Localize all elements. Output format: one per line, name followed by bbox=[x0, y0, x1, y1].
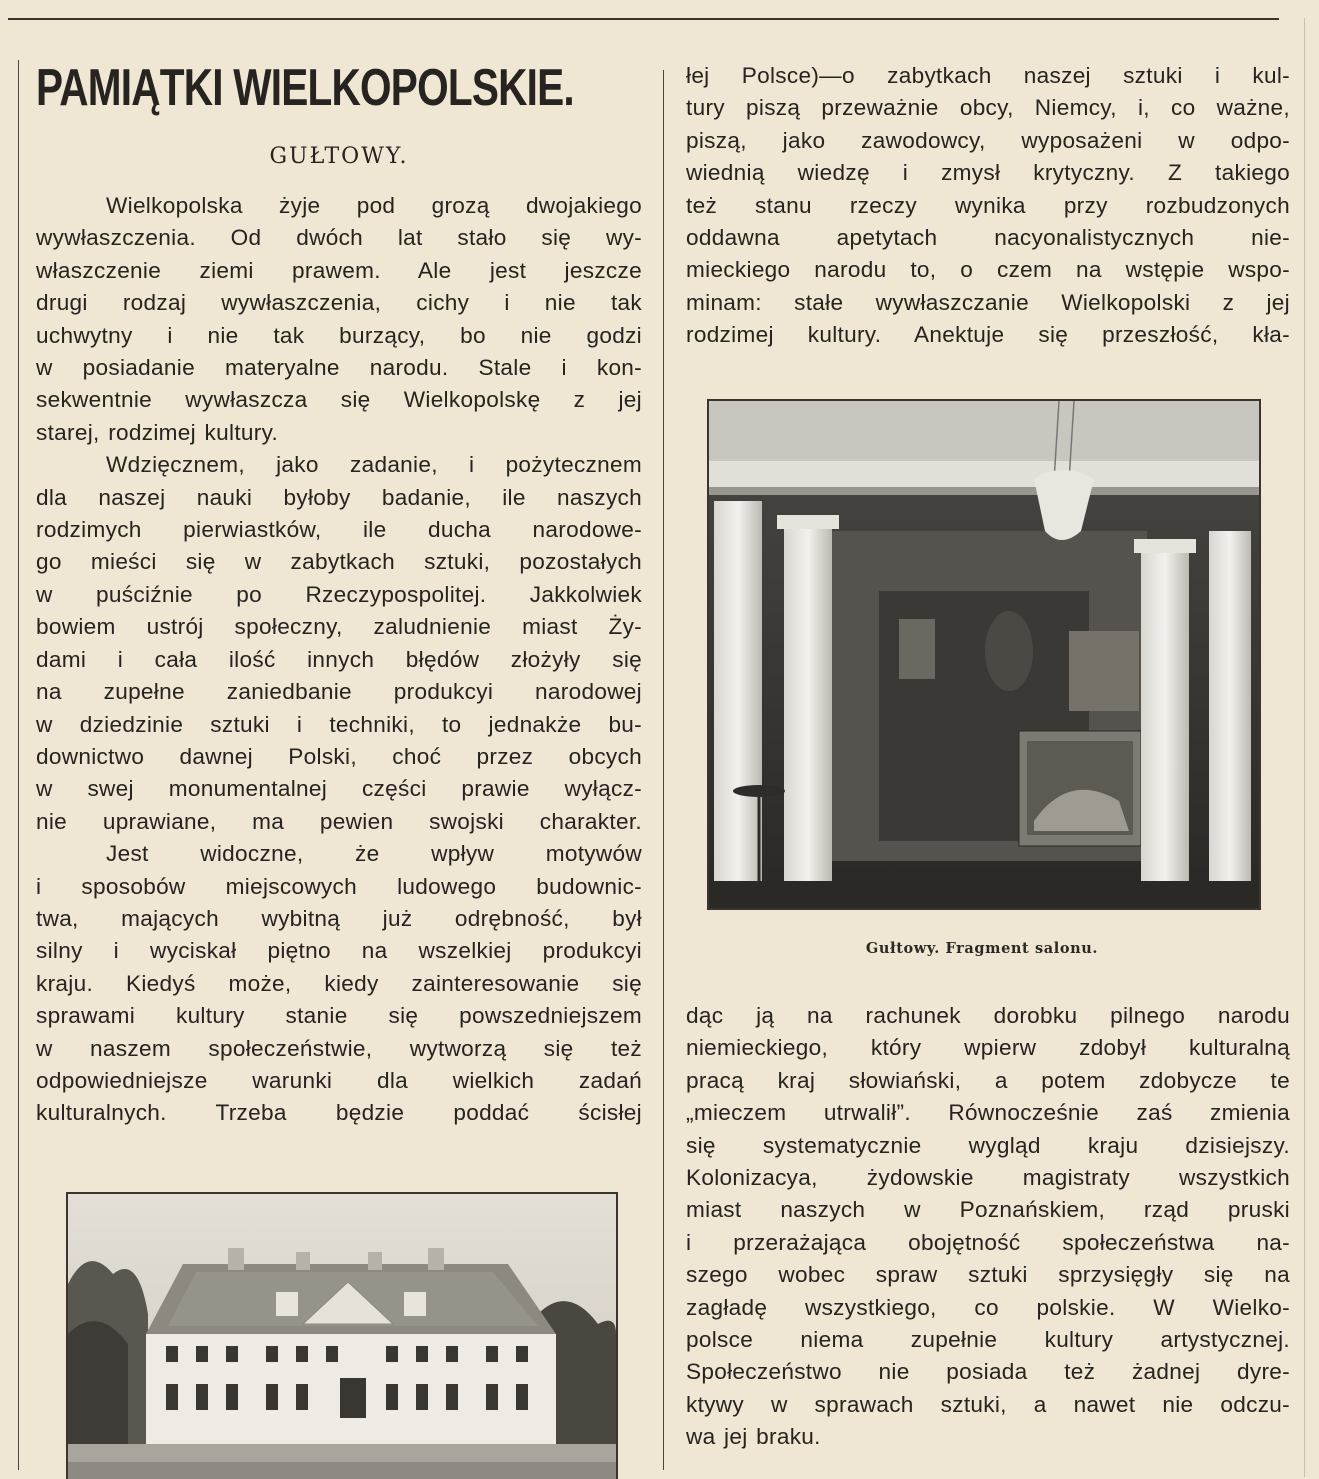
text-line: i przerażająca obojętność społeczeństwa na- bbox=[686, 1229, 1290, 1255]
text-line: drugi rodzaj wywłaszczenia, cichy i nie tak bbox=[36, 290, 642, 316]
text-line: piszą, jako zawodowcy, wyposażeni w odpo- bbox=[686, 127, 1290, 153]
text-line: na zupełne zaniedbanie produkcyi narodowej bbox=[36, 679, 642, 705]
text-line: Jest widoczne, że wpływ motywów bbox=[106, 841, 642, 867]
paragraph bbox=[36, 190, 642, 449]
page-edge bbox=[1304, 18, 1305, 1477]
text-line: oddawna apetytach nacyonalistycznych nie- bbox=[686, 225, 1290, 251]
text-line: ktywy w sprawach sztuki, a nawet nie odczu- bbox=[686, 1391, 1290, 1417]
text-line: miast naszych w Poznańskiem, rząd pruski bbox=[686, 1197, 1290, 1223]
text-line: twa, mających wybitną już odrębność, był bbox=[36, 905, 642, 931]
text-line: nie uprawiane, ma pewien swojski charakter. bbox=[36, 808, 642, 834]
paragraph bbox=[36, 449, 642, 838]
text-line: starej, rodzimej kultury. bbox=[36, 419, 279, 445]
text-line: polsce niema zupełnie kultury artystycznej. bbox=[686, 1327, 1290, 1353]
text-line: w posiadanie materyalne narodu. Stale i kon- bbox=[36, 355, 642, 381]
text-line: wiednią wiedzę i zmysł krytyczny. Z takiego bbox=[686, 160, 1290, 186]
text-line: i sposobów miejscowych ludowego budownic- bbox=[36, 873, 642, 899]
manor-house-illustration bbox=[68, 1194, 616, 1479]
paragraph bbox=[36, 838, 642, 1130]
text-line: odpowiedniejsze warunki dla wielkich zadań bbox=[36, 1067, 642, 1093]
top-rule bbox=[8, 18, 1279, 20]
article-title: PAMIĄTKI WIELKOPOLSKIE. bbox=[36, 59, 574, 117]
text-line: dla naszej nauki byłoby badanie, ile naszych bbox=[36, 484, 642, 510]
manor-house-photo bbox=[66, 1192, 618, 1479]
text-line: kulturalnych. Trzeba będzie poddać ścisłej bbox=[36, 1100, 642, 1126]
column-divider bbox=[663, 70, 664, 1470]
salon-illustration bbox=[709, 401, 1259, 908]
text-line: niemieckiego, który wpierw zdobył kulturalną bbox=[686, 1035, 1290, 1061]
left-column bbox=[36, 56, 642, 1130]
text-line: łej Polsce)—o zabytkach naszej sztuki i kul- bbox=[686, 63, 1290, 88]
text-line: wywłaszczenia. Od dwóch lat stało się wy- bbox=[36, 225, 642, 251]
left-column-text bbox=[36, 190, 642, 1130]
text-line: rodzimych pierwiastków, ile ducha narodowe- bbox=[36, 517, 642, 543]
text-line: kraju. Kiedyś może, kiedy zainteresowanie się bbox=[36, 970, 642, 996]
text-line: w swej monumentalnej części prawie wyłącz- bbox=[36, 776, 642, 802]
right-column-bottom-text bbox=[686, 1000, 1290, 1454]
text-line: „mieczem utrwalił”. Równocześnie zaś zmienia bbox=[686, 1100, 1290, 1126]
salon-photo bbox=[707, 399, 1261, 910]
text-line: w naszem społeczeństwie, wytworzą się też bbox=[36, 1035, 642, 1061]
text-line: dami i cała ilość innych błędów złożyły się bbox=[36, 646, 642, 672]
text-line: minam: stałe wywłaszczanie Wielkopolski z jej bbox=[686, 289, 1290, 315]
text-line: Wielkopolska żyje pod grozą dwojakiego bbox=[106, 193, 642, 218]
text-line: bowiem ustrój społeczny, zaludnienie miast Ży- bbox=[36, 614, 642, 640]
text-line: go mieści się w zabytkach sztuki, pozostałych bbox=[36, 549, 642, 575]
text-line: Społeczeństwo nie posiada też żadnej dyre- bbox=[686, 1359, 1290, 1385]
right-column bbox=[686, 60, 1290, 352]
left-rule bbox=[18, 60, 19, 1470]
text-line: też stanu rzeczy wynika przy rozbudzonych bbox=[686, 192, 1290, 218]
article-subtitle: GUŁTOWY. bbox=[269, 144, 409, 169]
text-line: dąc ją na rachunek dorobku pilnego narodu bbox=[686, 1003, 1290, 1028]
text-line: właszczenie ziemi prawem. Ale jest jeszcze bbox=[36, 257, 642, 283]
text-line: w puściźnie po Rzeczypospolitej. Jakkolwiek bbox=[36, 581, 642, 607]
text-line: silny i wyciskał piętno na wszelkiej produkcyi bbox=[36, 938, 642, 964]
text-line: uchwytny i nie tak burzący, bo nie godzi bbox=[36, 322, 642, 348]
right-column-top-text bbox=[686, 60, 1290, 352]
text-line: Wdzięcznem, jako zadanie, i pożytecznem bbox=[106, 452, 642, 478]
text-line: Kolonizacya, żydowskie magistraty wszystkich bbox=[686, 1165, 1290, 1191]
text-line: szego wobec spraw sztuki sprzysięgły się na bbox=[686, 1262, 1290, 1288]
text-line: rodzimej kultury. Anektuje się przeszłość, kła- bbox=[686, 322, 1290, 348]
text-line: się systematycznie wygląd kraju dzisiejszy. bbox=[686, 1132, 1290, 1158]
text-line: tury piszą przeważnie obcy, Niemcy, i, co ważne, bbox=[686, 95, 1290, 121]
text-line: downictwo dawnej Polski, choć przez obcych bbox=[36, 743, 642, 769]
text-line: zagładę wszystkiego, co polskie. W Wielko- bbox=[686, 1294, 1290, 1320]
text-line: mieckiego narodu to, o czem na wstępie wspo- bbox=[686, 257, 1290, 283]
right-column-bottom bbox=[686, 1000, 1290, 1454]
text-line: wa jej braku. bbox=[686, 1424, 821, 1450]
text-line: sprawami kultury stanie się powszedniejszem bbox=[36, 1003, 642, 1029]
text-line: sekwentnie wywłaszcza się Wielkopolskę z jej bbox=[36, 387, 642, 413]
salon-photo-caption: Gułtowy. Fragment salonu. bbox=[865, 940, 1099, 957]
text-line: pracą kraj słowiański, a potem zdobycze te bbox=[686, 1067, 1290, 1093]
text-line: w dziedzinie sztuki i techniki, to jednakże bu- bbox=[36, 711, 642, 737]
